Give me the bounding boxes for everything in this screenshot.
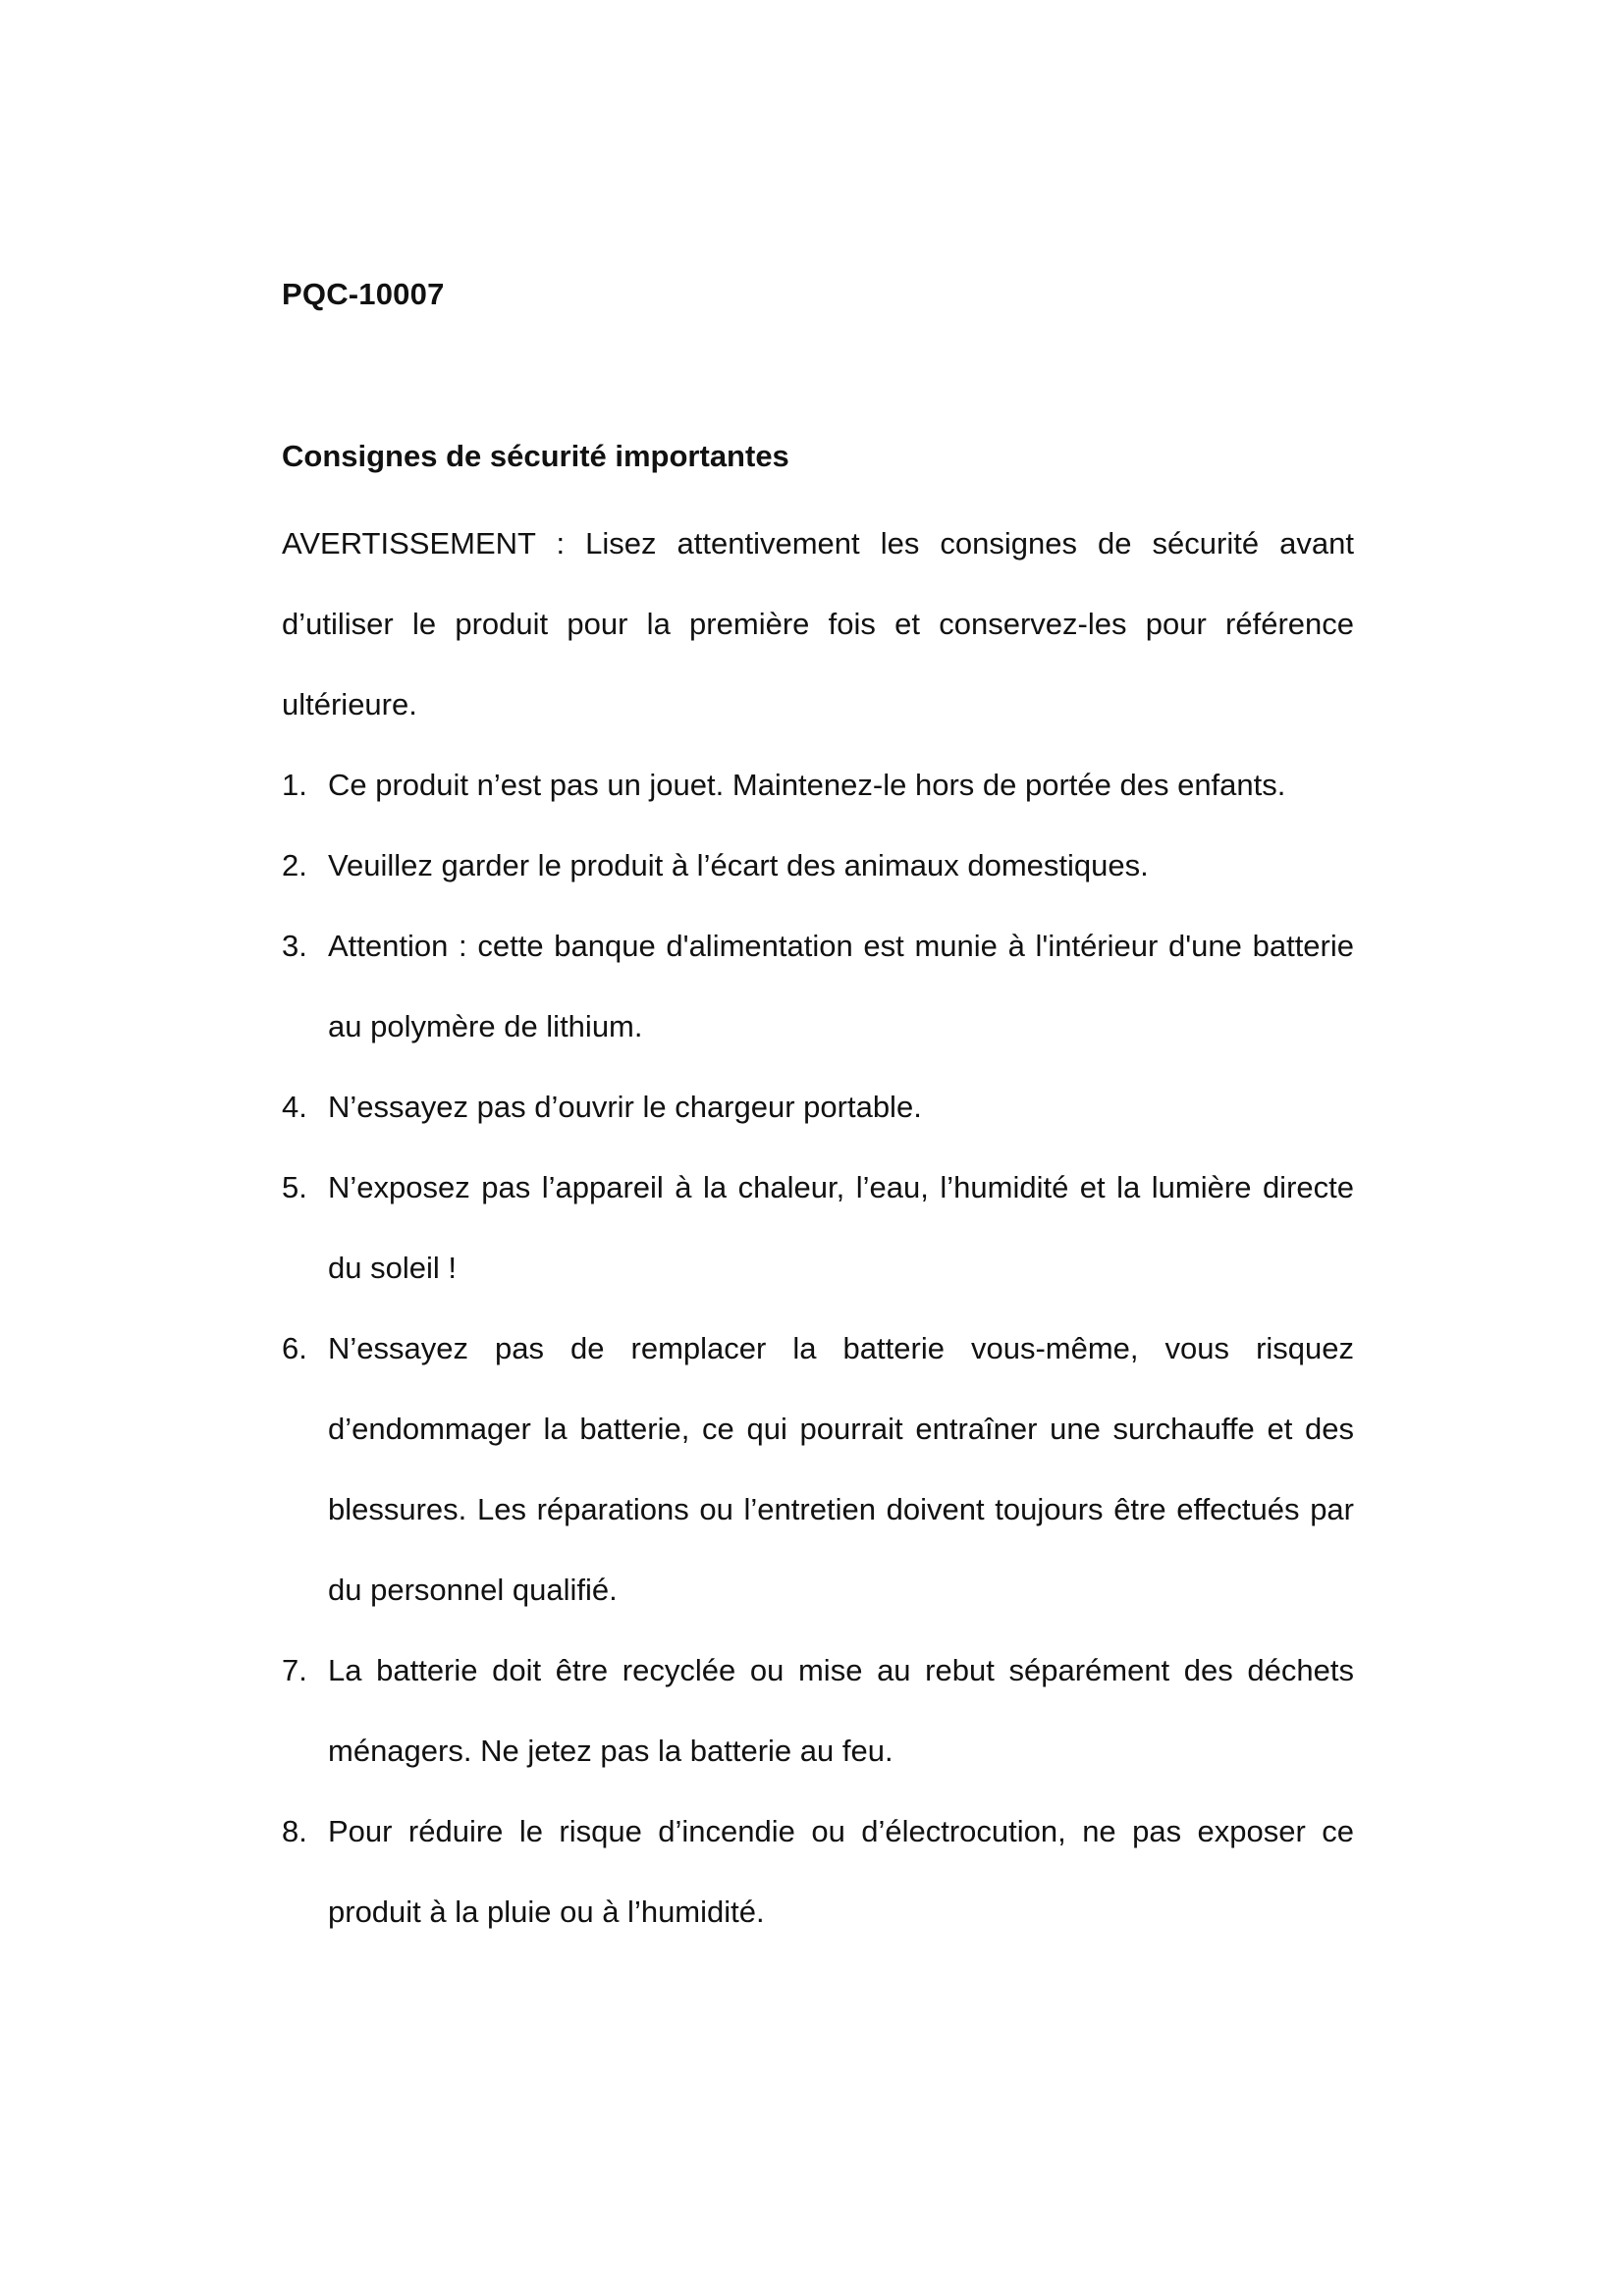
safety-list (282, 745, 1354, 1952)
list-item-text: N’essayez pas d’ouvrir le chargeur portable. (328, 1090, 922, 1124)
list-item (282, 1791, 1354, 1952)
list-item-number: 5. (282, 1170, 307, 1204)
list-item-text: N’essayez pas de remplacer la batterie vous-même, vous risquez d’endommager la batterie, ce qui pourrait entraîner une surchauffe et des blessures. Les réparations ou l’entretien doivent toujours être effectués par du personnel qualifié. (328, 1331, 1354, 1607)
list-item-text: Attention : cette banque d'alimentation est munie à l'intérieur d'une batterie au polymère de lithium. (328, 929, 1354, 1043)
list-item-number: 1. (282, 768, 307, 802)
list-item (282, 826, 1354, 906)
list-item-number: 7. (282, 1653, 307, 1687)
list-item-number: 6. (282, 1331, 307, 1365)
list-item-text: La batterie doit être recyclée ou mise au rebut séparément des déchets ménagers. Ne jetez pas la batterie au feu. (328, 1653, 1354, 1768)
list-item-text: Pour réduire le risque d’incendie ou d’électrocution, ne pas exposer ce produit à la pluie ou à l’humidité. (328, 1814, 1354, 1929)
list-item-number: 4. (282, 1090, 307, 1124)
list-item (282, 1308, 1354, 1630)
list-item (282, 1148, 1354, 1308)
document-body (282, 433, 1354, 1952)
list-item-text: N’exposez pas l’appareil à la chaleur, l’eau, l’humidité et la lumière directe du soleil ! (328, 1170, 1354, 1285)
document-id: PQC-10007 (282, 277, 445, 311)
list-item (282, 906, 1354, 1067)
list-item-number: 2. (282, 848, 307, 882)
list-item-number: 8. (282, 1814, 307, 1848)
warning-paragraph: AVERTISSEMENT : Lisez attentivement les consignes de sécurité avant d’utiliser le produit pour la première fois et conservez-les pour référence ultérieure. (282, 526, 1354, 721)
list-item-text: Veuillez garder le produit à l’écart des animaux domestiques. (328, 848, 1149, 882)
section-title: Consignes de sécurité importantes (282, 439, 789, 473)
list-item (282, 1067, 1354, 1148)
list-item-number: 3. (282, 929, 307, 963)
list-item-text: Ce produit n’est pas un jouet. Maintenez-le hors de portée des enfants. (328, 768, 1286, 802)
list-item (282, 745, 1354, 826)
list-item (282, 1630, 1354, 1791)
